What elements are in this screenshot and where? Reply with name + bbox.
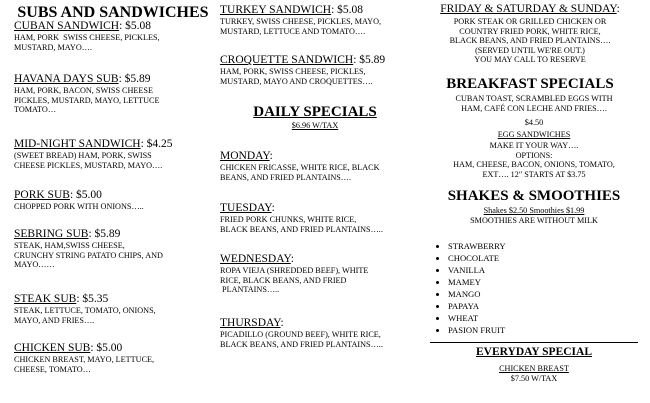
everyday-special-section — [430, 346, 638, 383]
flavor-item: • CHOCOLATE — [448, 252, 506, 264]
shakes-heading: SHAKES & SMOOTHIES — [447, 188, 621, 204]
day-name: THURSDAY — [220, 317, 281, 329]
flavor-item: • MANGO — [448, 288, 506, 300]
item-price: : $5.00 — [69, 189, 102, 201]
breakfast-price: $4.50 — [524, 118, 544, 127]
day-special — [220, 253, 368, 295]
item-description: CHOPPED PORK WITH ONIONS….. — [14, 202, 144, 211]
menu-item — [14, 189, 144, 212]
item-description: CHICKEN BREAST, MAYO, LETTUCE, CHEESE, TOMATO… — [14, 355, 155, 374]
flavor-item: • MAMEY — [448, 276, 506, 288]
menu-item — [14, 293, 156, 325]
item-price: : $5.89 — [118, 73, 151, 85]
item-name: CROQUETTE SANDWICH — [220, 54, 354, 66]
item-price: : $5.08 — [119, 20, 152, 32]
item-description: (SWEET BREAD) HAM, PORK, SWISS CHEESE PICKLES, MUSTARD, MAYO…. — [14, 151, 163, 170]
divider-line — [430, 342, 638, 343]
day-name: MONDAY — [220, 150, 270, 162]
everyday-item: CHICKEN BREAST — [499, 364, 569, 373]
flavor-item: • PASION FRUIT — [448, 324, 506, 336]
day-colon: : — [269, 150, 273, 162]
item-name: HAVANA DAYS SUB — [14, 73, 119, 85]
shakes-note: SMOOTHIES ARE WITHOUT MILK — [470, 216, 598, 225]
item-price: : $5.89 — [88, 228, 121, 240]
day-colon: : — [290, 253, 294, 265]
everyday-price: $7.50 W/TAX — [510, 373, 558, 383]
day-description: FRIED PORK CHUNKS, WHITE RICE, BLACK BEANS, AND FRIED PLANTAINS….. — [220, 215, 383, 234]
flavor-item: • PAPAYA — [448, 300, 506, 312]
subs-heading: SUBS AND SANDWICHES — [17, 4, 209, 21]
day-special — [220, 317, 383, 349]
menu-item — [220, 54, 385, 86]
item-description: TURKEY, SWISS CHEESE, PICKLES, MAYO, MUSTARD, LETTUCE AND TOMATO…. — [220, 17, 382, 36]
egg-sandwiches-title: EGG SANDWICHES — [497, 130, 571, 139]
breakfast-description: CUBAN TOAST, SCRAMBLED EGGS WITH HAM, CAFÉ CON LECHE AND FRIES…. — [455, 94, 613, 113]
item-price: : $5.35 — [76, 293, 109, 305]
item-price: : $4.25 — [140, 138, 173, 150]
item-name: PORK SUB — [14, 189, 70, 201]
flavor-item: • STRAWBERRY — [448, 240, 506, 252]
item-description: HAM, PORK, BACON, SWISS CHEESE PICKLES, MUSTARD, MAYO, LETTUCE TOMATO… — [14, 86, 160, 115]
item-price: : $5.00 — [90, 342, 123, 354]
day-colon: : — [271, 202, 275, 214]
daily-specials-heading: DAILY SPECIALS — [253, 104, 377, 120]
breakfast-heading: BREAKFAST SPECIALS — [446, 76, 614, 92]
flavor-item: • WHEAT — [448, 312, 506, 324]
flavor-item: • VANILLA — [448, 264, 506, 276]
item-name: CHICKEN SUB — [14, 342, 91, 354]
day-name: TUESDAY — [220, 202, 272, 214]
item-name: SEBRING SUB — [14, 228, 89, 240]
day-name: WEDNESDAY — [220, 253, 291, 265]
menu-item — [14, 228, 163, 270]
menu-item — [14, 73, 160, 115]
daily-specials-price: $6.96 W/TAX — [291, 121, 339, 130]
day-description: ROPA VIEJA (SHREDDED BEEF), WHITE RICE, BLACK BEANS, AND FRIED PLANTAINS….. — [220, 266, 369, 295]
item-description: HAM, PORK SWISS CHEESE, PICKLES, MUSTARD, MAYO…. — [14, 33, 160, 52]
shakes-price: Shakes $2.50 Smoothies $1.99 — [483, 206, 585, 215]
day-description: CHICKEN FRICASSE, WHITE RICE, BLACK BEANS, AND FRIED PLANTAINS…. — [220, 163, 380, 182]
weekend-title — [430, 3, 630, 16]
item-price: : $5.89 — [353, 54, 386, 66]
item-name: STEAK SUB — [14, 293, 77, 305]
item-name: CUBAN SANDWICH — [14, 20, 120, 32]
flavor-list — [428, 240, 506, 336]
egg-sandwiches-description: MAKE IT YOUR WAY…. OPTIONS: HAM, CHEESE, BACON, ONIONS, TOMATO, EXT…. 12" STARTS AT $3.75 — [453, 141, 615, 179]
item-description: HAM, PORK, SWISS CHEESE, PICKLES, MUSTARD, MAYO AND CROQUETTES…. — [220, 67, 373, 86]
everyday-heading: EVERYDAY SPECIAL — [475, 346, 592, 358]
day-special — [220, 150, 380, 182]
weekend-description: PORK STEAK OR GRILLED CHICKEN OR COUNTRY FRIED PORK, WHITE RICE, BLACK BEANS, AND FRIED PLANTAINS…. (SERVED UNTIL WE'RE OUT.) YOU MAY CALL TO RESERVE — [449, 17, 611, 65]
weekend-colon: : — [616, 3, 620, 15]
item-price: : $5.08 — [331, 4, 364, 16]
menu-item — [14, 20, 160, 52]
weekend-title-text: FRIDAY & SATURDAY & SUNDAY — [440, 3, 617, 15]
day-description: PICADILLO (GROUND BEEF), WHITE RICE, BLACK BEANS, AND FRIED PLANTAINS….. — [220, 330, 383, 349]
item-description: STEAK, HAM,SWISS CHEESE, CRUNCHY STRING PATATO CHIPS, AND MAYO…… — [14, 241, 163, 270]
day-special — [220, 202, 383, 234]
menu-item — [14, 138, 173, 170]
day-colon: : — [280, 317, 284, 329]
item-description: STEAK, LETTUCE, TOMATO, ONIONS, MAYO, AND FRIES…. — [14, 306, 156, 325]
menu-item — [14, 342, 154, 374]
item-name: TURKEY SANDWICH — [220, 4, 332, 16]
item-name: MID-NIGHT SANDWICH — [14, 138, 141, 150]
menu-item — [220, 4, 381, 36]
